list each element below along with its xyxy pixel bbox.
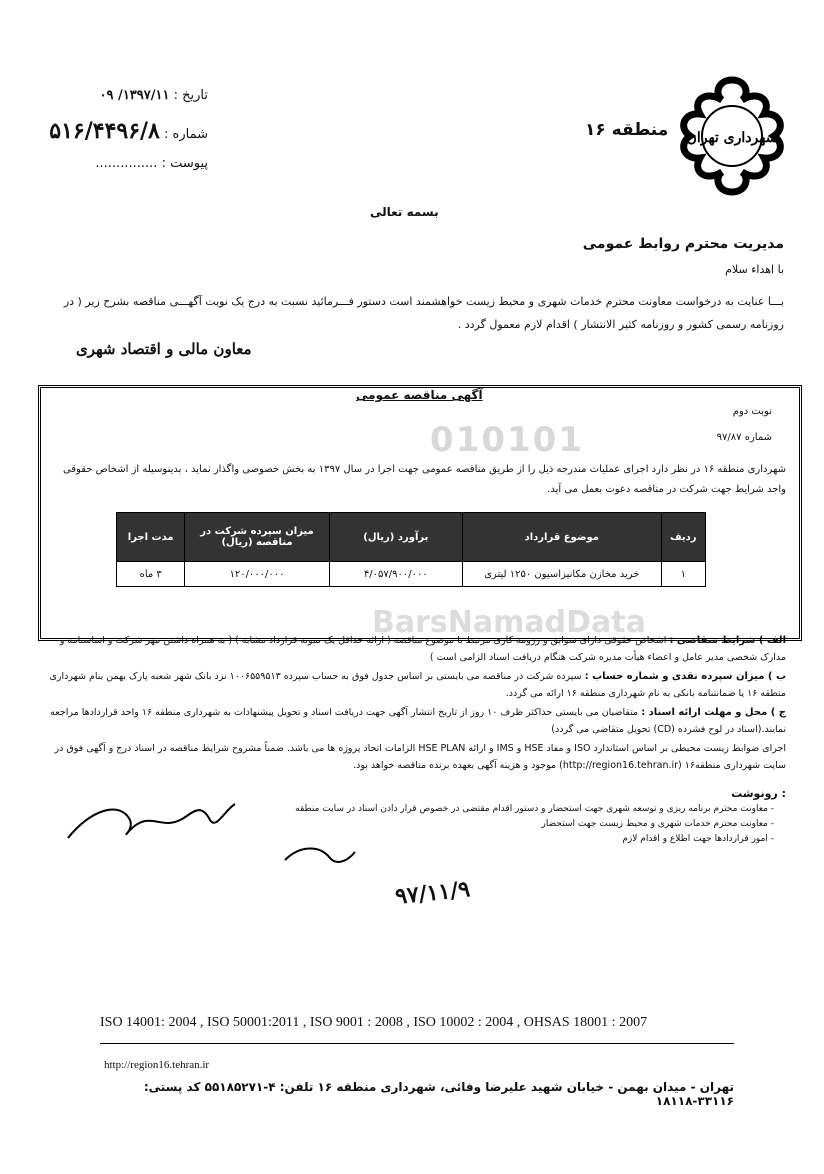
letter-body: بـــا عنایت به درخواست معاونت محترم خدمات شهری و محیط زیست خواهشمند است دستور فـــرمائید نسبت به درج یک نوبت آگهـــی مناقصه بشرح زیر ( در روزنامه رسمی کشور و روزنامه کثیر الانتشار ) اقدام لازم معمول گردد . (63, 295, 784, 331)
table-header: ردیف (661, 513, 705, 562)
iso-certifications: ISO 14001: 2004 , ISO 50001:2011 , ISO 9001 : 2008 , ISO 10002 : 2004 , OHSAS 18001 : 2007 (100, 1015, 648, 1030)
signature-scribble (60, 790, 260, 850)
notice-number: شماره ۹۷/۸۷ (716, 432, 772, 443)
tender-table (116, 512, 706, 587)
table-row (117, 562, 706, 587)
notice-title: آگهی مناقصه عمومی (356, 388, 483, 402)
condition-b: ب ) میزان سپرده نقدی و شماره حساب : سپرده شرکت در مناقصه می بایستی بر اساس جدول فوق به حساب سپرده ۱۰۰۶۵۵۹۵۱۳ نزد بانک شهر شعبه پارک بهمن بنام شهرداری منطقه ۱۶ یا ضمانتنامه بانکی به نام شهرداری منطقه ۱۶ ارائه می گردد. (49, 671, 786, 699)
copies-title: رونوشت : (731, 787, 786, 800)
tehran-municipality-logo (668, 72, 796, 200)
initials-mark (280, 840, 360, 870)
website-link[interactable]: http://region16.tehran.ir (104, 1059, 210, 1071)
condition-c: ج ) محل و مهلت ارائه اسناد : متقاضیان می بایستی حداکثر ظرف ۱۰ روز از تاریخ انتشار آگهی جهت دریافت اسناد و تحویل پیشنهادات به شهرداری منطقه ۱۶ واحد قراردادها مراجعه نمایند.(اسناد در لوح فشرده (CD) تحویل متقاضی می گردد) (50, 707, 786, 735)
attachment-row: پیوست : ............... (95, 156, 208, 171)
greeting: با اهداء سلام (725, 263, 784, 276)
addressee: مدیریت محترم روابط عمومی (582, 236, 784, 252)
attachment-label: پیوست : (161, 156, 208, 171)
table-cell: خرید مخازن مکانیزاسیون ۱۲۵۰ لیتری (463, 562, 662, 587)
table-cell: ۱ (661, 562, 705, 587)
footer-address: تهران - میدان بهمن - خیابان شهید علیرضا وفائی، شهرداری منطقه ۱۶ تلفن: ۴-۵۵۱۸۵۲۷۱ کد پستی: ۳۳۱۱۶-۱۸۱۱۸ (143, 1080, 734, 1108)
table-cell: ۴/۰۵۷/۹۰۰/۰۰۰ (329, 562, 462, 587)
date-value: ۱۳۹۷/۱۱/ ۰۹ (99, 88, 170, 103)
date-label: تاریخ : (173, 88, 208, 103)
notice-round: نوبت دوم (732, 406, 772, 417)
list-item: - معاونت محترم برنامه ریزی و توسعه شهری جهت استحضار و دستور اقدام مقتضی در خصوص قرار دادن اسناد در سایت منطقه (295, 804, 774, 814)
date-row (100, 88, 208, 103)
table-header: میزان سپرده شرکت در مناقصه (ریال) (185, 513, 329, 562)
table-cell: ۳ ماه (117, 562, 185, 587)
region-label: منطقه ۱۶ (585, 120, 669, 140)
table-cell: ۱۲۰/۰۰۰/۰۰۰ (185, 562, 329, 587)
table-header: برآورد (ریال) (329, 513, 462, 562)
watermark-digits: 010101 (430, 420, 584, 460)
number-row (49, 118, 208, 144)
copies-list (295, 802, 774, 847)
list-item: - امور قراردادها جهت اطلاع و اقدام لازم (622, 834, 774, 844)
list-item: - معاونت محترم خدمات شهری و محیط زیست جهت استحضار (541, 819, 774, 829)
signature-title: معاون مالی و اقتصاد شهری (76, 340, 252, 358)
watermark-brand: BarsNamadData (372, 605, 646, 640)
condition-d: اجرای ضوابط زیست محیطی بر اساس استاندارد ISO و مفاد HSE و IMS و ارائه HSE PLAN الزامات اتحاد پروژه ها می باشد. ضمناً مشروح شرایط مناقصه در اسناد درج و آگهی فوق در سایت شهرداری منطقه۱۶ (http://region16.tehran.ir) موجود و هزینه آگهی بعهده برنده مناقصه خواهد بود. (54, 743, 786, 771)
svg-text:شهرداری تهران: شهرداری تهران (686, 130, 778, 146)
table-header-row (117, 513, 706, 562)
table-header: مدت اجرا (117, 513, 185, 562)
handwritten-date: ۹۷/۱۱/۹ (393, 876, 472, 910)
table-header: موضوع قرارداد (463, 513, 662, 562)
number-value: ۵۱۶/۴۴۹۶/۸ (49, 118, 160, 144)
condition-a: الف ) شرایط متقاضی : اشخاص حقوقی دارای سوابق و رزومه کاری مرتبط با موضوع مناقصه ( ارائه حداقل یک نمونه قرارداد مشابه ) ( به همراه داشتن مهر شرکت و اساسنامه و مدارک شخصی مدیر عامل و اعضاء هیأت مدیره شرکت هنگام دریافت اسناد الزامی است ) (59, 635, 786, 663)
notice-intro: شهرداری منطقه ۱۶ در نظر دارد اجرای عملیات مندرجه ذیل را از طریق مناقصه عمومی جهت اجرا در سال ۱۳۹۷ به بخش خصوصی واگذار نماید ، بدینوسیله از اشخاص حقوقی واجد شرایط جهت شرکت در مناقصه دعوت بعمل می آید. (62, 464, 786, 495)
number-label: شماره : (164, 127, 208, 142)
footer-divider (100, 1043, 734, 1044)
bismillah: بسمه تعالی (370, 205, 439, 219)
